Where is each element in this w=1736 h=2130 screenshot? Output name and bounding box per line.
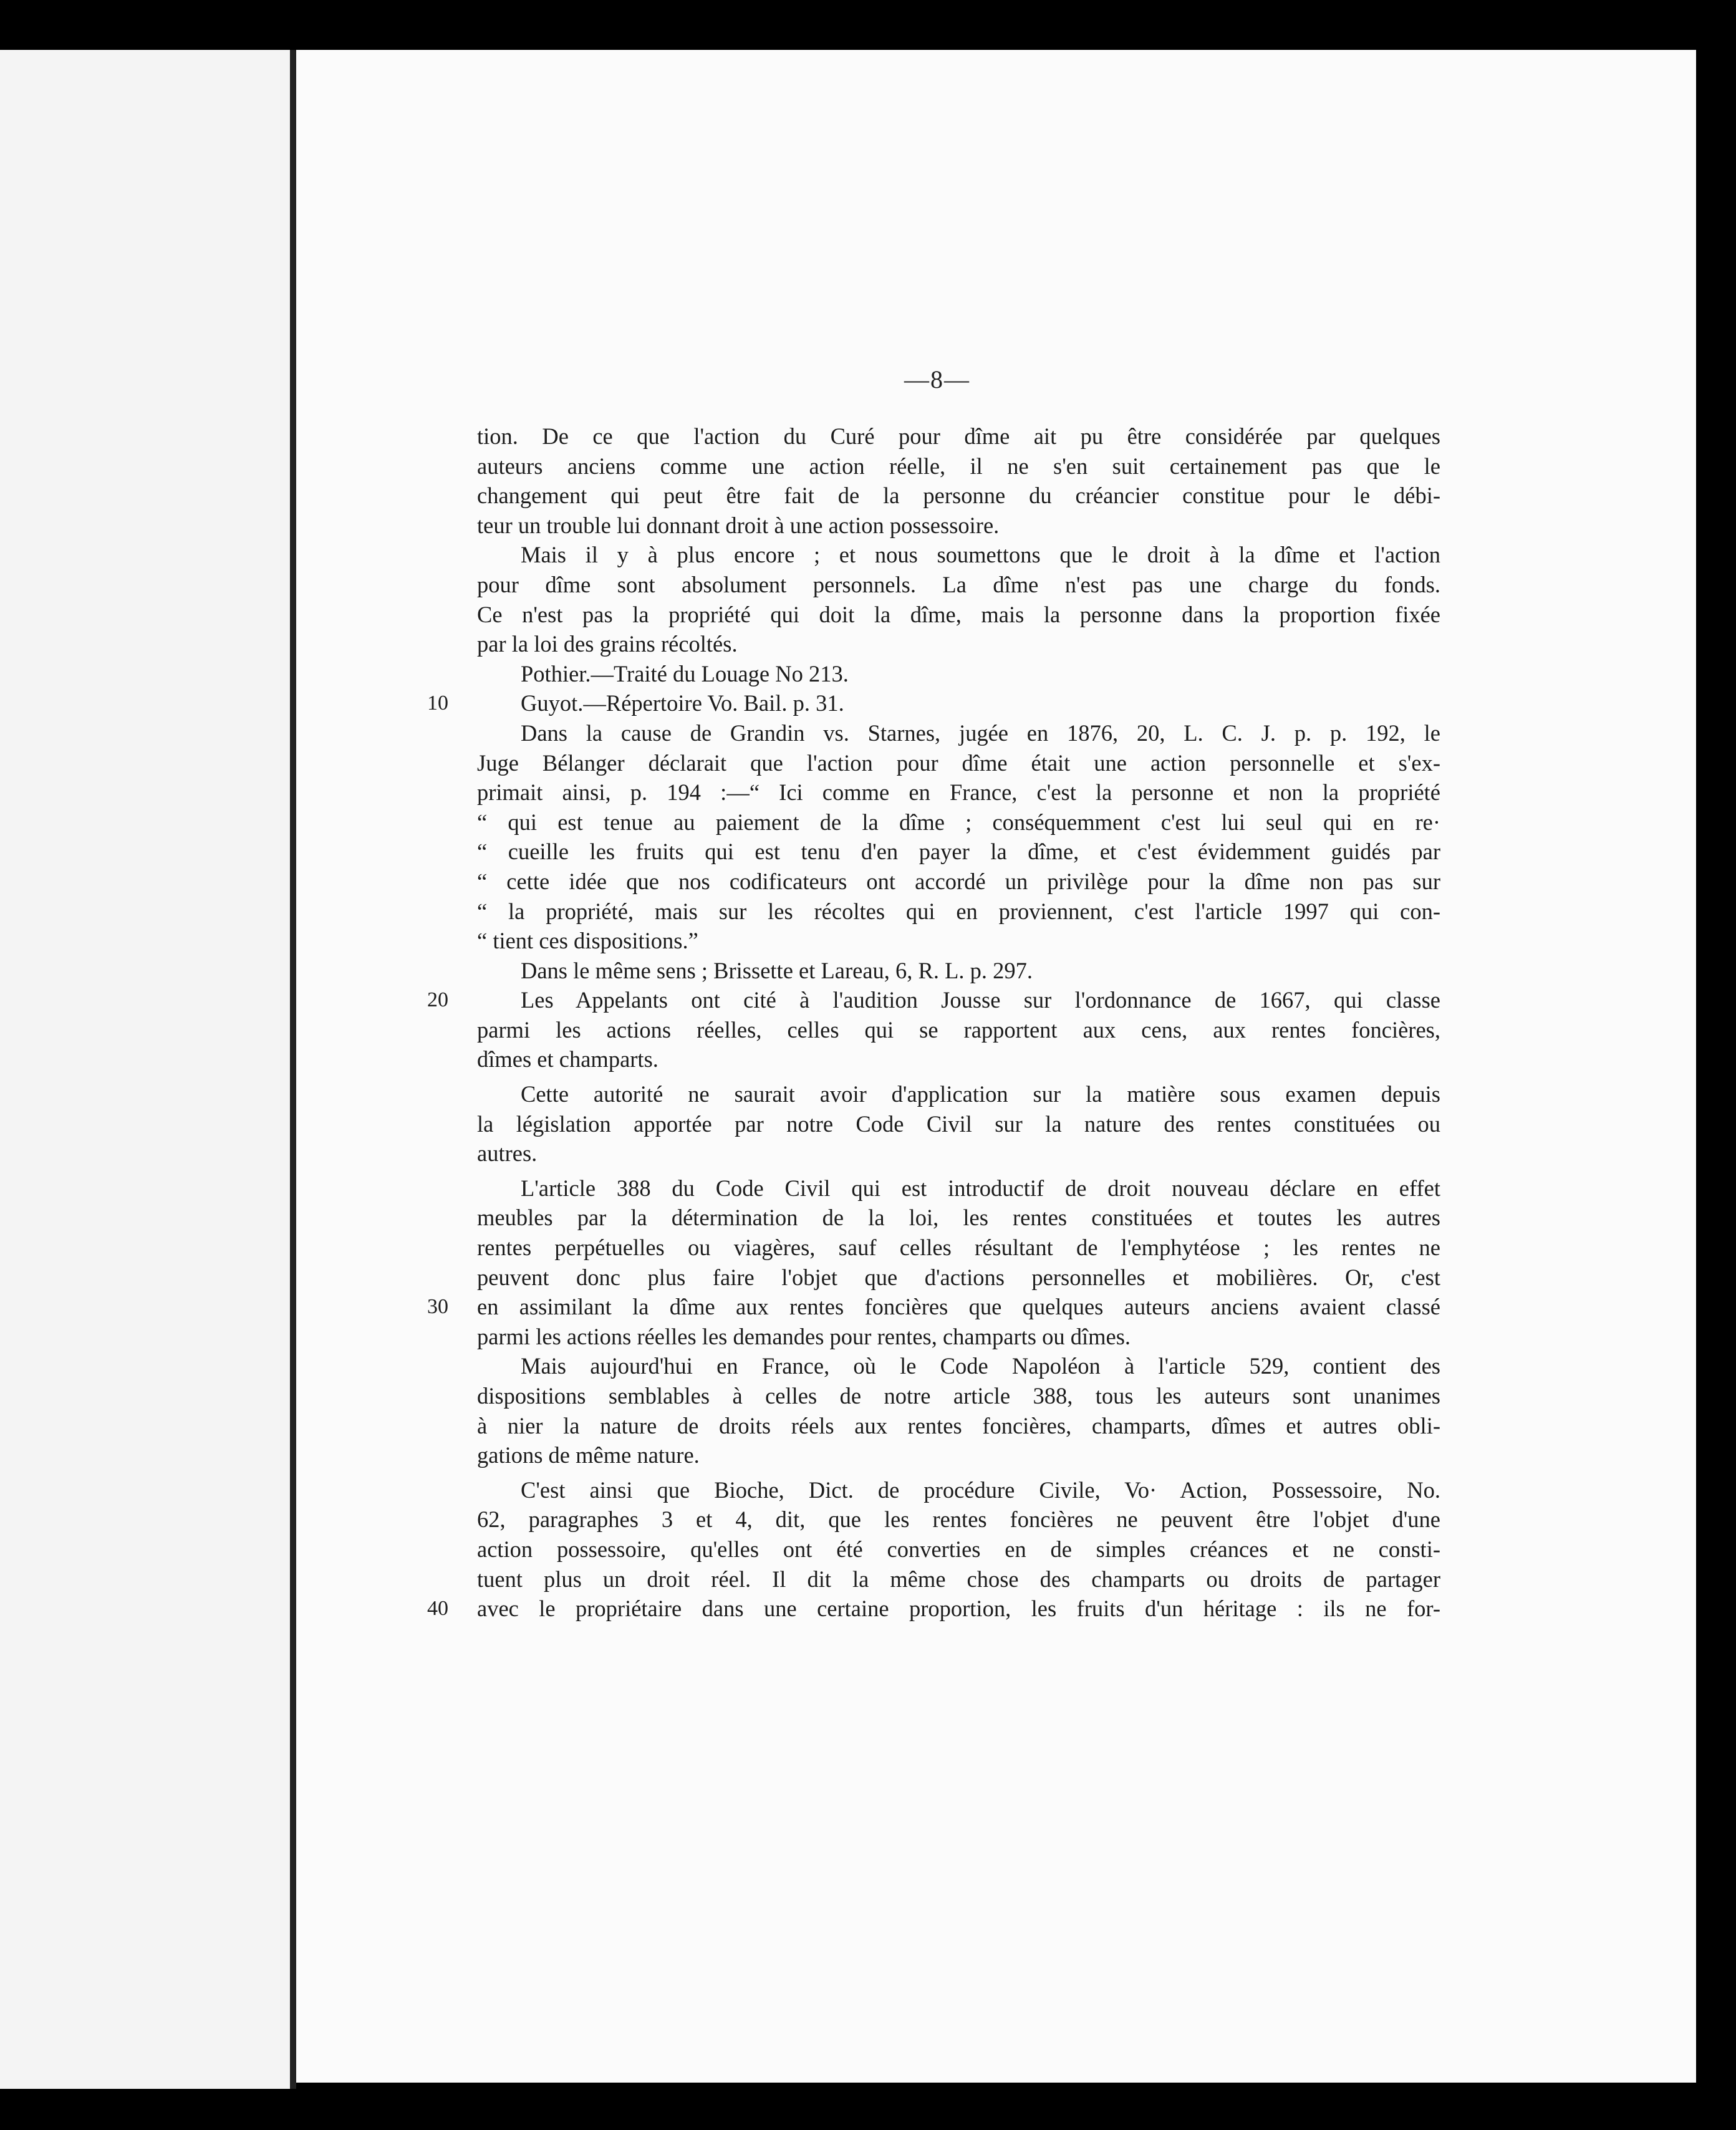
text-line: changement qui peut être fait de la personne du créancier constitue pour le débi- — [477, 483, 1440, 509]
text-line: auteurs anciens comme une action réelle, il ne s'en suit certainement pas que le — [477, 453, 1440, 479]
text-line: Guyot.—Répertoire Vo. Bail. p. 31. 10 — [477, 688, 1440, 718]
text-line: Cette autorité ne saurait avoir d'application sur la matière sous examen depuis — [521, 1081, 1440, 1107]
text-line: en assimilant la dîme aux rentes foncières que quelques auteurs anciens avaient classé 30 — [477, 1292, 1440, 1322]
text-line: Juge Bélanger déclarait que l'action pour dîme était une action personnelle et s'ex- — [477, 749, 1440, 776]
text-line: peuvent donc plus faire l'objet que d'actions personnelles et mobilières. Or, c'est — [477, 1264, 1440, 1290]
text-line: tion. De ce que l'action du Curé pour dîme ait pu être considérée par quelques — [477, 423, 1440, 449]
text-line: avec le propriétaire dans une certaine proportion, les fruits d'un héritage : ils ne for- 40 — [477, 1594, 1440, 1624]
text-line: “ qui est tenue au paiement de la dîme ; conséquemment c'est lui seul qui en re· — [477, 809, 1440, 835]
text-line: parmi les actions réelles les demandes pour rentes, champarts ou dîmes. — [477, 1323, 1131, 1349]
text-line: “ tient ces dispositions.” — [477, 928, 698, 954]
text-line: Mais aujourd'hui en France, où le Code Napoléon à l'article 529, contient des — [521, 1353, 1440, 1379]
text-line: teur un trouble lui donnant droit à une action possessoire. — [477, 512, 1000, 538]
text-line: rentes perpétuelles ou viagères, sauf celles résultant de l'emphytéose ; les rentes ne — [477, 1235, 1440, 1261]
line-number: 40 — [427, 1597, 448, 1621]
text-line: pour dîme sont absolument personnels. La dîme n'est pas une charge du fonds. — [477, 571, 1440, 597]
text-line: tuent plus un droit réel. Il dit la même chose des champarts ou droits de partager — [477, 1566, 1440, 1592]
body-text — [427, 422, 1440, 1624]
text-line: par la loi des grains récoltés. — [477, 631, 738, 657]
text-line: Dans la cause de Grandin vs. Starnes, jugée en 1876, 20, L. C. J. p. p. 192, le — [521, 720, 1440, 746]
text-line: primait ainsi, p. 194 :—“ Ici comme en France, c'est la personne et non la propriété — [477, 779, 1440, 806]
left-facing-page — [0, 50, 290, 2089]
text-line: dîmes et champarts. — [477, 1046, 658, 1072]
page-number: —8— — [904, 365, 970, 393]
text-line: parmi les actions réelles, celles qui se rapportent aux cens, aux rentes foncières, — [477, 1016, 1440, 1043]
line-number: 20 — [427, 988, 448, 1012]
text-line: la législation apportée par notre Code Civil sur la nature des rentes constituées ou — [477, 1111, 1440, 1137]
text-line: 62, paragraphes 3 et 4, dit, que les rentes foncières ne peuvent être l'objet d'une — [477, 1506, 1440, 1533]
text-line: Mais il y à plus encore ; et nous soumettons que le droit à la dîme et l'action — [521, 542, 1440, 568]
text-line: à nier la nature de droits réels aux rentes foncières, champarts, dîmes et autres obli- — [477, 1412, 1440, 1438]
text-line: gations de même nature. — [477, 1442, 700, 1468]
line-number: 30 — [427, 1295, 448, 1319]
text-line: “ cueille les fruits qui est tenu d'en payer la dîme, et c'est évidemment guidés par — [477, 839, 1440, 865]
page-gutter — [290, 50, 296, 2089]
text-line: dispositions semblables à celles de notre article 388, tous les auteurs sont unanimes — [477, 1383, 1440, 1409]
text-line: L'article 388 du Code Civil qui est introductif de droit nouveau déclare en effet — [521, 1175, 1440, 1201]
text-line: “ la propriété, mais sur les récoltes qui en proviennent, c'est l'article 1997 qui con- — [477, 898, 1440, 924]
text-line: C'est ainsi que Bioche, Dict. de procédure Civile, Vo· Action, Possessoire, No. — [521, 1477, 1440, 1503]
text-line: action possessoire, qu'elles ont été converties en de simples créances et ne consti- — [477, 1536, 1440, 1562]
text-line: Ce n'est pas la propriété qui doit la dîme, mais la personne dans la proportion fixée — [477, 601, 1440, 627]
text-line: Les Appelants ont cité à l'audition Jousse sur l'ordonnance de 1667, qui classe 20 — [477, 985, 1440, 1015]
text-line: “ cette idée que nos codificateurs ont accordé un privilège pour la dîme non pas sur — [477, 868, 1440, 894]
line-number: 10 — [427, 692, 448, 715]
text-line: meubles par la détermination de la loi, les rentes constituées et toutes les autres — [477, 1205, 1440, 1231]
text-line: Dans le même sens ; Brissette et Lareau, 6, R. L. p. 297. — [521, 957, 1033, 983]
text-line: Pothier.—Traité du Louage No 213. — [521, 660, 849, 687]
text-line: autres. — [477, 1140, 538, 1167]
